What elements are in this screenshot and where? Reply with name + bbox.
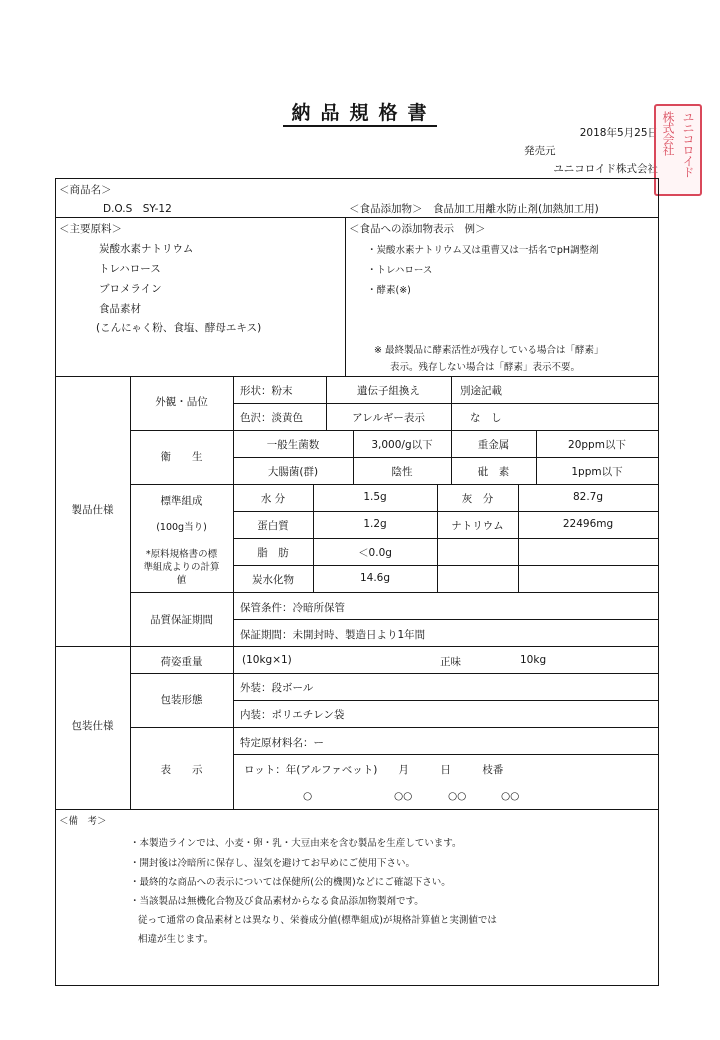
ingredient-item: ブロメライン <box>99 283 162 295</box>
sodium-label: ナトリウム <box>451 520 504 532</box>
composition-note: 準組成よりの計算 <box>143 562 220 573</box>
remarks-line: ・最終的な商品への表示については保健所(公的機関)などにご確認下さい。 <box>130 877 451 888</box>
outer-packaging: 外装：段ボール <box>240 682 314 694</box>
inner-packaging: 内装：ポリエチレン袋 <box>240 709 345 721</box>
product-name: D.O.S SY-12 <box>103 203 172 215</box>
labeling-note: ※ 最終製品に酵素活性が残存している場合は「酵素」 <box>374 345 604 356</box>
package-weight-label: 荷姿重量 <box>160 656 203 668</box>
storage-condition: 保管条件：冷暗所保管 <box>240 602 345 614</box>
seller-label: 発売元 <box>524 145 556 157</box>
labeling-item: ・トレハロース <box>367 265 433 276</box>
remarks-label: ＜備 考＞ <box>59 816 107 827</box>
coliform-label: 大腸菌(群) <box>267 466 319 478</box>
fat-value: ＜0.0g <box>358 547 392 559</box>
divider <box>130 484 659 485</box>
issue-date: 2018年5月25日 <box>579 127 658 139</box>
spec-section-label: 製品仕様 <box>71 504 114 516</box>
remarks-line: ・本製造ラインでは、小麦・卵・乳・大豆由来を含む製品を生産しています。 <box>130 838 462 849</box>
ash-value: 82.7g <box>572 491 604 503</box>
labeling-label: ＜食品への添加物表示 例＞ <box>349 223 486 235</box>
frame-left <box>55 178 56 986</box>
divider <box>55 217 659 218</box>
remarks-line: 相違が生じます。 <box>138 934 214 945</box>
allergen-value: な し <box>470 412 502 424</box>
labeling-note: 表示。残存しない場合は「酵素」表示不要。 <box>390 362 581 373</box>
display-label: 表 示 <box>160 764 203 776</box>
divider <box>130 592 659 593</box>
sodium-value: 22496mg <box>562 518 614 530</box>
arsenic-value: 1ppm以下 <box>571 466 623 478</box>
labeling-item: ・炭酸水素ナトリウム又は重曹又は一括名でpH調整剤 <box>367 245 599 256</box>
divider <box>55 646 130 647</box>
carb-value: 14.6g <box>359 572 391 584</box>
frame-right <box>658 178 659 986</box>
allergen-label: アレルギー表示 <box>352 412 425 424</box>
heavy-metal-label: 重金属 <box>477 439 510 451</box>
packaging-form-label: 包装形態 <box>160 694 203 706</box>
lot-mark: ○○ <box>501 790 520 802</box>
labeling-item: ・酵素(※) <box>367 285 411 296</box>
ingredient-item: トレハロース <box>99 263 161 275</box>
divider <box>233 565 659 566</box>
divider <box>233 754 659 755</box>
divider <box>233 538 659 539</box>
water-value: 1.5g <box>363 491 387 503</box>
frame-bottom <box>55 985 659 986</box>
composition-label: 標準組成 <box>160 495 203 507</box>
carb-label: 炭水化物 <box>252 574 294 586</box>
divider <box>55 809 659 810</box>
composition-unit: (100g当り) <box>156 522 207 533</box>
specific-materials: 特定原材料名：ー <box>240 737 324 749</box>
fat-label: 脂 肪 <box>257 547 289 559</box>
lot-mark: ○○ <box>448 790 467 802</box>
shape-value: 形状：粉末 <box>240 385 293 397</box>
additive-type: ＜食品添加物＞ 食品加工用離水防止剤(加熱加工用) <box>349 203 599 215</box>
net-value: 10kg <box>520 654 547 666</box>
lot-line: ロット：年(アルファベット) 月 日 枝番 <box>244 764 504 776</box>
water-label: 水 分 <box>260 493 286 505</box>
ingredients-label: ＜主要原料＞ <box>59 223 122 235</box>
divider <box>233 511 659 512</box>
divider <box>233 619 659 620</box>
packaging-section-label: 包装仕様 <box>71 720 114 732</box>
heavy-metal-value: 20ppm以下 <box>568 439 626 451</box>
divider <box>55 376 659 377</box>
divider <box>130 646 659 647</box>
lot-mark: ○○ <box>394 790 413 802</box>
remarks-line: 従って通常の食品素材とは異なり、栄養成分値(標準組成)が規格計算値と実測値では <box>138 915 497 926</box>
ingredient-item: 食品素材 <box>99 303 141 315</box>
seller-name: ユニコロイド株式会社 <box>553 163 658 175</box>
remarks-line: ・当該製品は無機化合物及び食品素材からなる食品添加物製剤です。 <box>130 896 424 907</box>
guarantee-period: 保証期間：未開封時、製造日より1年間 <box>240 629 426 641</box>
arsenic-label: 砒 素 <box>477 466 510 478</box>
bacteria-label: 一般生菌数 <box>266 439 320 451</box>
protein-label: 蛋白質 <box>257 520 289 532</box>
stamp-text-1: ユニコロイド <box>681 111 695 177</box>
document-title: 納品規格書 <box>0 98 720 125</box>
gmo-value: 別途記載 <box>460 385 502 397</box>
divider <box>130 430 659 431</box>
bacteria-value: 3,000/g以下 <box>371 439 433 451</box>
package-weight-value: (10kg×1) <box>242 654 292 666</box>
divider <box>130 673 659 674</box>
divider <box>233 457 659 458</box>
remarks-line: ・開封後は冷暗所に保存し、湿気を避けてお早めにご使用下さい。 <box>130 858 416 869</box>
divider <box>233 403 659 404</box>
protein-value: 1.2g <box>363 518 387 530</box>
net-label: 正味 <box>440 656 461 668</box>
company-seal-stamp <box>654 104 702 196</box>
appearance-label: 外観・品位 <box>155 396 208 408</box>
stamp-text-2: 株式会社 <box>661 111 675 155</box>
ingredient-item: 炭酸水素ナトリウム <box>99 243 194 255</box>
divider <box>345 217 346 376</box>
ingredient-item: (こんにゃく粉、食塩、酵母エキス) <box>96 322 262 334</box>
divider <box>130 727 659 728</box>
hygiene-label: 衛 生 <box>160 451 203 463</box>
product-name-label: ＜商品名＞ <box>59 184 112 196</box>
composition-note: *原料規格書の標 <box>145 549 218 560</box>
composition-note: 値 <box>176 575 187 586</box>
coliform-value: 陰性 <box>391 466 413 478</box>
gmo-label: 遺伝子組換え <box>357 385 420 397</box>
frame-top <box>55 178 659 179</box>
quality-period-label: 品質保証期間 <box>150 614 213 626</box>
color-value: 色沢：淡黄色 <box>240 412 303 424</box>
ash-label: 灰 分 <box>461 493 494 505</box>
lot-mark: ○ <box>303 790 313 802</box>
divider <box>233 700 659 701</box>
